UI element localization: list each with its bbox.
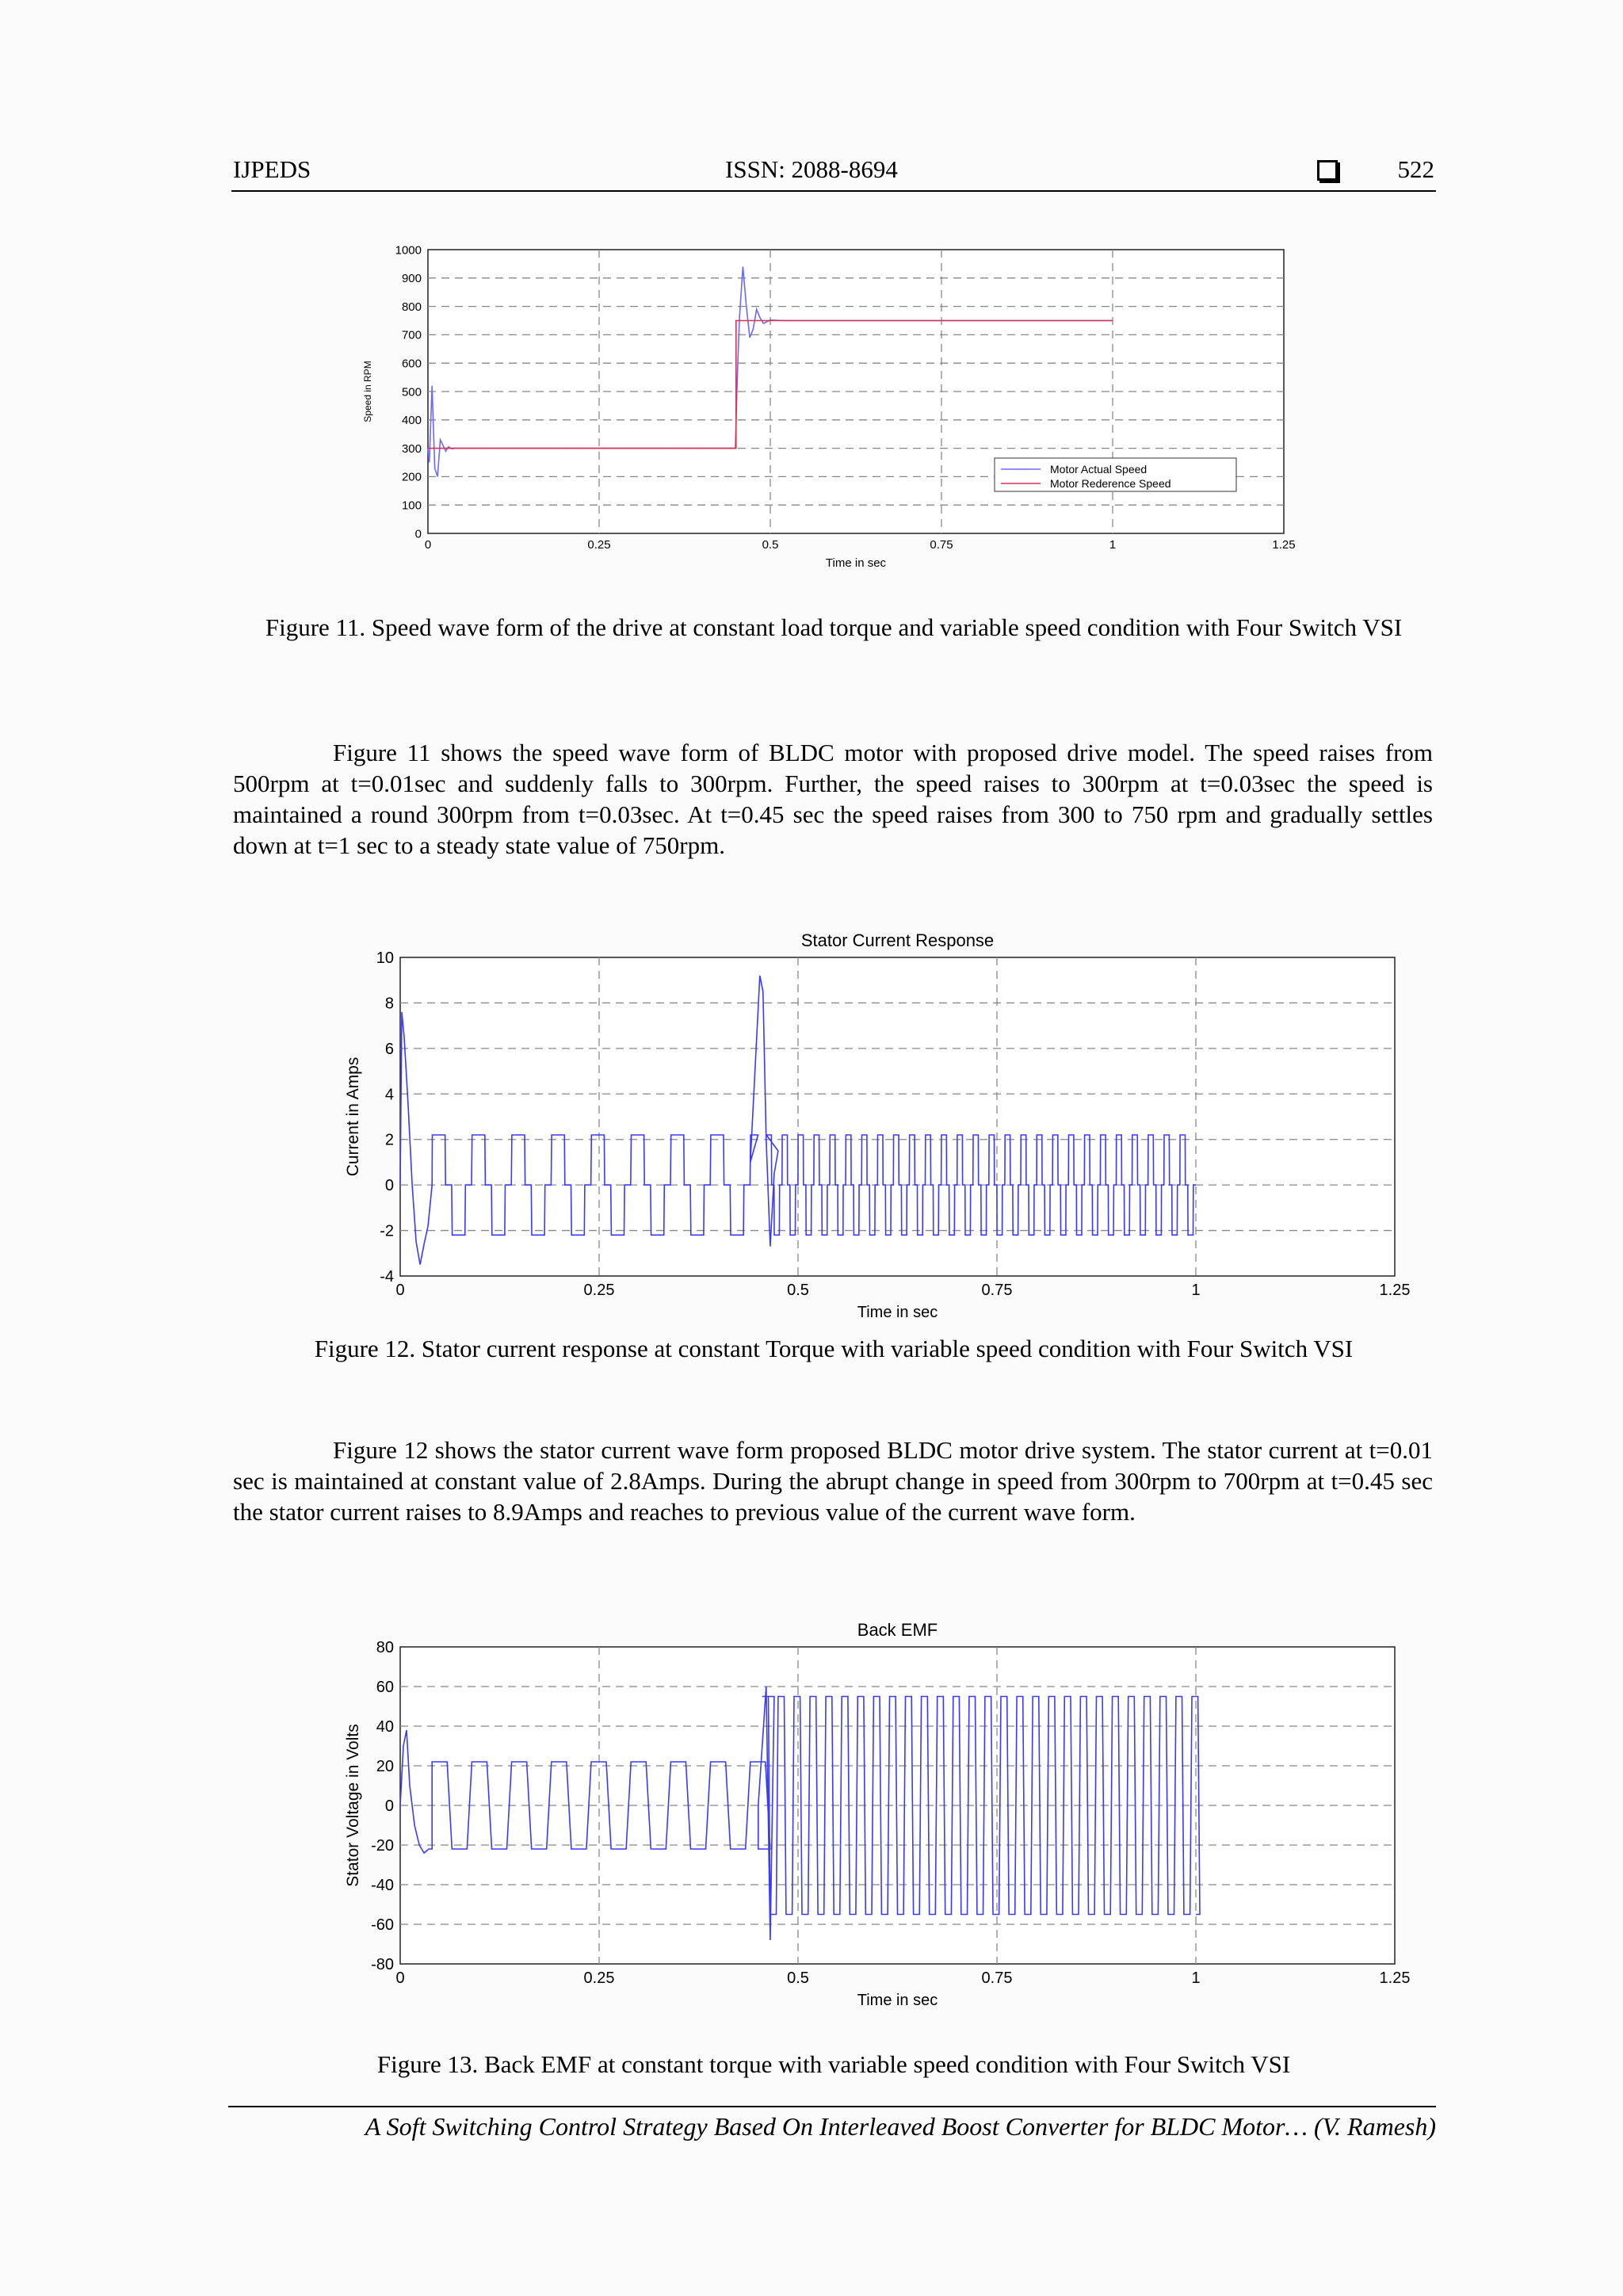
y-tick-label: -40 bbox=[371, 1877, 394, 1894]
y-tick-label: 8 bbox=[384, 995, 394, 1013]
x-tick-label: 0 bbox=[424, 538, 432, 552]
y-tick-label: 10 bbox=[376, 949, 394, 967]
y-tick-label: 80 bbox=[376, 1639, 394, 1656]
paragraph-2: Figure 12 shows the stator current wave form proposed BLDC motor drive system. The stator current at t=0.01 sec is maintained at constant value of 2.8Amps. During the abrupt change in speed from 300rpm to 700rpm at t=0.45 sec the stator current raises to 8.9Amps and reaches to previous value of the current wave form. bbox=[233, 1436, 1433, 1526]
x-tick-label: 0.25 bbox=[587, 538, 611, 552]
figure-11-caption: Figure 11. Speed wave form of the drive at constant load torque and variable speed condition with Four Switch VSI bbox=[265, 613, 1403, 641]
legend bbox=[995, 458, 1236, 491]
legend-entry: Motor Actual Speed bbox=[1050, 463, 1148, 476]
x-tick-label: 0.75 bbox=[981, 1282, 1013, 1299]
figure-12-caption: Figure 12. Stator current response at constant Torque with variable speed condition with Four Switch VSI bbox=[314, 1335, 1354, 1362]
y-tick-label: 4 bbox=[384, 1086, 394, 1104]
y-tick-label: -20 bbox=[371, 1837, 394, 1855]
page-number: 522 bbox=[1397, 155, 1434, 183]
x-tick-label: 1 bbox=[1109, 538, 1117, 552]
x-tick-label: 1.25 bbox=[1379, 1969, 1411, 1987]
y-tick-label: 100 bbox=[401, 499, 422, 513]
y-tick-label: 20 bbox=[376, 1758, 394, 1775]
x-tick-label: 0.5 bbox=[762, 538, 779, 552]
x-axis-label: Time in sec bbox=[857, 1304, 938, 1321]
paragraph-1: Figure 11 shows the speed wave form of BLDC motor with proposed drive model. The speed raises from 500rpm at t=0.01sec and suddenly falls to 300rpm. Further, the speed raises to 300rpm at t=0.03sec the speed is maintained a round 300rpm from t=0.03sec. At t=0.45 sec the speed raises from 300 to 750 rpm and gradually settles down at t=1 sec to a steady state value of 750rpm. bbox=[233, 739, 1433, 859]
y-tick-label: -60 bbox=[371, 1916, 394, 1934]
y-tick-label: 200 bbox=[401, 470, 422, 484]
y-tick-label: 300 bbox=[401, 441, 422, 456]
y-axis-label: Stator Voltage in Volts bbox=[344, 1724, 362, 1887]
page-header bbox=[231, 155, 1436, 192]
x-tick-label: 0 bbox=[395, 1282, 405, 1299]
issn: ISSN: 2088-8694 bbox=[725, 155, 898, 183]
y-tick-label: 60 bbox=[376, 1679, 394, 1696]
speed-chart bbox=[349, 238, 1316, 571]
x-axis-label: Time in sec bbox=[857, 1992, 938, 2009]
x-tick-label: 1.25 bbox=[1272, 538, 1296, 552]
y-tick-label: -2 bbox=[380, 1222, 394, 1240]
x-tick-label: 1 bbox=[1191, 1969, 1201, 1987]
y-tick-label: 40 bbox=[376, 1718, 394, 1736]
x-tick-label: 0 bbox=[395, 1969, 405, 1987]
y-axis-label: Speed in RPM bbox=[362, 361, 373, 422]
x-axis-label: Time in sec bbox=[825, 556, 887, 570]
y-tick-label: 0 bbox=[414, 527, 422, 541]
chart-title: Stator Current Response bbox=[800, 930, 995, 950]
chart-title: Back EMF bbox=[857, 1620, 938, 1640]
y-tick-label: 700 bbox=[401, 328, 422, 342]
x-tick-label: 0.25 bbox=[583, 1969, 615, 1987]
y-tick-label: 6 bbox=[384, 1040, 394, 1058]
y-tick-label: -80 bbox=[371, 1956, 394, 1973]
y-tick-label: 900 bbox=[401, 272, 422, 286]
y-tick-label: -4 bbox=[380, 1268, 394, 1286]
y-tick-label: 600 bbox=[401, 357, 422, 371]
x-tick-label: 0.75 bbox=[981, 1969, 1013, 1987]
back-emf-chart bbox=[333, 1609, 1426, 2021]
x-tick-label: 0.5 bbox=[787, 1969, 809, 1987]
figure-13-caption: Figure 13. Back EMF at constant torque with variable speed condition with Four Switch VSI bbox=[376, 2050, 1291, 2078]
page-footer: A Soft Switching Control Strategy Based On Interleaved Boost Converter for BLDC Motor… (V. Ramesh) bbox=[365, 2112, 1436, 2141]
y-tick-label: 400 bbox=[401, 414, 422, 428]
y-tick-label: 800 bbox=[401, 300, 422, 314]
x-tick-label: 0.5 bbox=[787, 1282, 809, 1299]
plot-area bbox=[400, 957, 1395, 1276]
y-tick-label: 2 bbox=[384, 1131, 394, 1149]
journal-name: IJPEDS bbox=[233, 155, 311, 183]
footer-rule bbox=[228, 2106, 1436, 2107]
square-bullet-icon bbox=[1317, 160, 1338, 181]
y-tick-label: 500 bbox=[401, 385, 422, 399]
y-tick-label: 0 bbox=[384, 1177, 394, 1195]
y-tick-label: 0 bbox=[384, 1797, 394, 1815]
y-axis-label: Current in Amps bbox=[344, 1056, 362, 1177]
y-tick-label: 1000 bbox=[395, 243, 422, 258]
current-chart bbox=[333, 919, 1426, 1324]
x-tick-label: 0.25 bbox=[583, 1282, 615, 1299]
x-tick-label: 0.75 bbox=[930, 538, 953, 552]
x-tick-label: 1.25 bbox=[1379, 1282, 1411, 1299]
x-tick-label: 1 bbox=[1191, 1282, 1201, 1299]
legend-entry: Motor Rederence Speed bbox=[1050, 477, 1171, 490]
